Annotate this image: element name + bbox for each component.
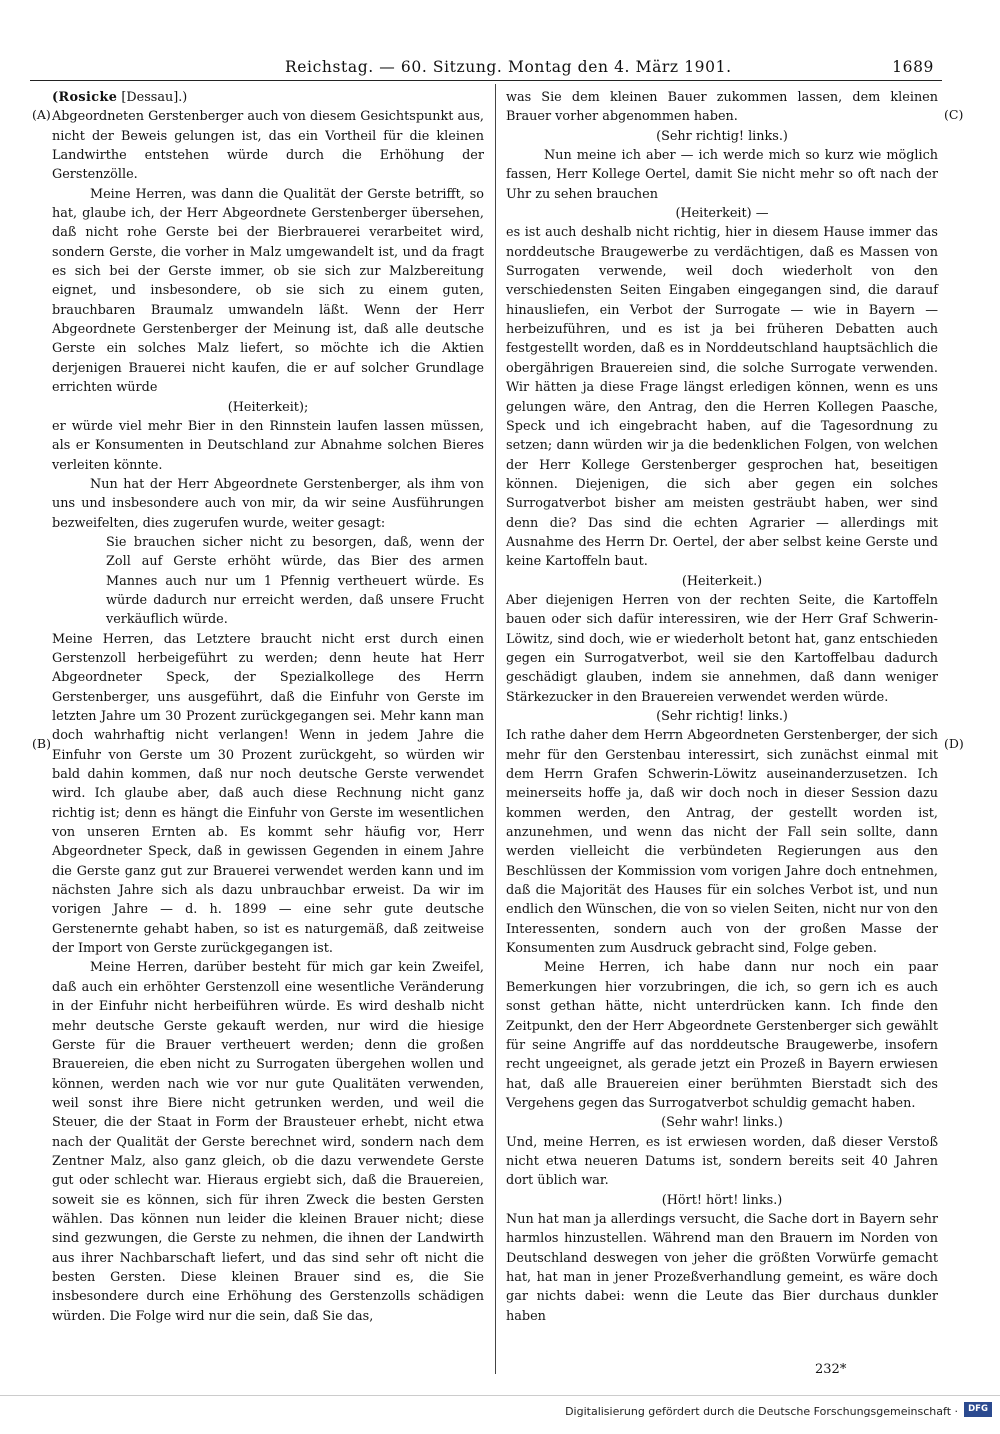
margin-marker-c: (C): [944, 107, 964, 122]
right-column: [506, 88, 938, 1326]
paragraph: Nun hat man ja allerdings versucht, die Sache dort in Bayern sehr harmlos hinzustellen. Während man den Brauern im Norden von Deutschland deswegen von jeher die größten Vorwürfe gemacht hat, hat man in jener Prozeßverhandlung gemeint, es wäre doch gar nichts dabei: wenn die Leute das Bier durchaus dunkler haben: [506, 1211, 938, 1324]
paragraph: was Sie dem kleinen Bauer zukommen lassen, dem kleinen Brauer vorher abgenommen haben.: [506, 90, 938, 125]
margin-marker-a: (A): [32, 107, 51, 122]
dfg-logo: DFG: [964, 1402, 992, 1417]
interjection: (Heiterkeit.): [681, 573, 763, 589]
header-rule: [30, 80, 942, 81]
page-header: [30, 56, 942, 82]
margin-marker-b: (B): [32, 736, 51, 751]
paragraph: Meine Herren, darüber besteht für mich gar kein Zweifel, daß auch ein erhöhter Gerstenzoll eine wesentliche Veränderung in der Einfuhr nicht herbeiführen würde. Es wird deshalb nicht mehr deutsche Gerste gekauft werden, nur wird die hiesige Gerste für die Brauer vertheuert werden; denn die großen Brauereien, die eben nicht zu Surrogaten übergehen wollen und können, werden nach wie vor nur gute Qualitäten verwenden, weil sonst ihre Biere nicht getrunken werden, und weil die Steuer, die der Staat in Form der Brausteuer erhebt, nicht etwa nach der Qualität der Gerste berechnet wird, sondern nach dem Zentner Malz, also ganz gleich, ob die dazu verwendete Gerste gut oder schlecht war. Hieraus ergiebt sich, daß die Brauereien, soweit sie es können, sich für ihren Zweck die besten Gersten wählen. Das können nun leider die kleinen Brauer nicht; diese sind gezwungen, die Gerste zu nehmen, die ihnen der Landwirth aus ihrer Nachbarschaft liefert, und das sind sehr oft nicht die besten Gersten. Diese kleinen Brauer sind es, die Sie insbesondere durch eine Erhöhung des Gerstenzolls schädigen würden. Die Folge wird nur die sein, daß Sie das,: [52, 960, 484, 1324]
interjection: (Sehr richtig! links.): [656, 709, 788, 724]
margin-marker-d: (D): [944, 736, 964, 751]
left-column: [52, 88, 484, 1326]
column-separator: [495, 84, 496, 1374]
interjection: (Sehr wahr! links.): [661, 1115, 783, 1131]
header-title: Reichstag. — 60. Sitzung. Montag den 4. März 1901.: [285, 58, 732, 76]
paragraph: Meine Herren, das Letztere braucht nicht erst durch einen Gerstenzoll herbeigeführt zu werden; denn heute hat Herr Abgeordneter Speck, der Spezialkollege des Herrn Gerstenberger, uns ausgeführt, daß die Einfuhr von Gerste im letzten Jahre um 30 Prozent zurückgegangen sei. Mehr kann man doch wahrhaftig nicht verlangen! Wenn in jedem Jahre die Einfuhr von Gerste um 30 Prozent zurückgeht, so würden wir bald dahin kommen, daß nur noch deutsche Gerste verwendet wird. Ich glaube aber, daß auch diese Rechnung nicht ganz richtig ist; denn es hängt die Einfuhr von Gerste im wesentlichen von unseren Ernten ab. Es kommt sehr häufig vor, Herr Abgeordneter Speck, daß in gewissen Gegenden in einem Jahre die Gerste ganz gut zur Brauerei verwendet werden kann und im nächsten Jahre sich als dazu unbrauchbar erweist. Da wir im vorigen Jahre — d. h. 1899 — eine sehr gute deutsche Gerstenernte gehabt haben, so ist es naturgemäß, daß zeitweise der Import von Gerste zurückgegangen ist.: [52, 631, 484, 957]
paragraph: Nun hat der Herr Abgeordnete Gerstenberger, als ihm von uns und insbesondere auch von mir, da wir seine Ausführungen bezweifelten, dies zugerufen wurde, weiter gesagt:: [52, 476, 484, 531]
speaker-name: (Rosicke: [52, 90, 118, 105]
paragraph: es ist auch deshalb nicht richtig, hier in diesem Hause immer das norddeutsche Braugewerbe zu verdächtigen, daß es Massen von Surrogaten verwende, weil doch wiederholt von den verschiedensten Seiten Eingaben eingegangen sind, die darauf hinausliefen, ein Verbot der Surrogate — wie in Bayern — herbeizuführen, und es ist ja bei früheren Debatten auch festgestellt worden, daß es in Norddeutschland hauptsächlich die obergährigen Brauereien sind, die solche Surrogate verwenden. Wir hätten ja diese Frage längst erledigen können, wenn es uns gelungen wäre, den Antrag, den die Herren Kollegen Paasche, Speck und ich eingebracht haben, auf die Tagesordnung zu setzen; dann würden wir ja die bedenklichen Folgen, von welchen der Herr Kollege Gerstenberger gesprochen hat, beseitigen können. Diejenigen, die sich aber gegen ein solches Surrogatverbot bisher am meisten gesträubt haben, wer sind denn die? Das sind die echten Agrarier — allerdings mit Ausnahme des Herrn Dr. Oertel, der aber selbst keine Gerste und keine Kartoffeln baut.: [506, 225, 938, 570]
interjection: (Heiterkeit);: [227, 399, 309, 415]
paragraph: Ich rathe daher dem Herrn Abgeordneten Gerstenberger, der sich mehr für den Gerstenbau interessirt, sich zunächst einmal mit dem Herrn Grafen Schwerin-Löwitz auseinanderzusetzen. Ich meinerseits hoffe ja, daß wir doch noch in dieser Session dazu kommen werden, den Antrag, der gestellt worden ist, anzunehmen, und wenn das nicht der Fall sein sollte, dann werden vielleicht die verbündeten Regierungen aus den Beschlüssen der Kommission vom vorigen Jahre doch entnehmen, daß die Majorität des Hauses für ein solches Verbot ist, und nun endlich den Wünschen, die von so vielen Seiten, nicht nur von den Interessenten, sondern auch von der großen Masse der Konsumenten zum Ausdruck gebracht sind, Folge geben.: [506, 728, 938, 957]
paragraph: Meine Herren, ich habe dann nur noch ein paar Bemerkungen hier vorzubringen, die ich, so gern ich es auch sonst gethan hätte, nicht unterdrücken kann. Ich finde den Zeitpunkt, den der Herr Abgeordnete Gerstenberger sich gewählt für seine Angriffe auf das norddeutsche Braugewerbe, insofern recht ungeeignet, als gerade jetzt ein Prozeß in Bayern erwiesen hat, daß alle Brauereien einer berühmten Bierstadt sich des Vergehens gegen das Surrogatverbot schuldig gemacht haben.: [506, 960, 938, 1111]
page-number: 1689: [892, 58, 934, 76]
speaker-line: [52, 88, 484, 107]
interjection: (Heiterkeit) —: [675, 206, 769, 222]
paragraph: Aber diejenigen Herren von der rechten Seite, die Kartoffeln bauen oder sich dafür interessiren, wie der Herr Graf Schwerin-Löwitz, sind doch, wie er wiederholt betont hat, ganz entschieden gegen ein Surrogatverbot, weil sie den Kartoffelbau dadurch geschädigt glauben, indem sie annehmen, daß dann weniger Stärkezucker in den Brauereien verwendet werden würde.: [506, 592, 938, 705]
page-mark: 232*: [815, 1362, 847, 1377]
footer-rule: [0, 1395, 1000, 1396]
interjection: (Sehr richtig! links.): [656, 128, 788, 144]
digitization-credit: Digitalisierung gefördert durch die Deutsche Forschungsgemeinschaft ·: [565, 1405, 958, 1418]
paragraph: Nun meine ich aber — ich werde mich so kurz wie möglich fassen, Herr Kollege Oertel, damit Sie nicht mehr so oft nach der Uhr zu sehen brauchen: [506, 148, 938, 202]
paragraph: er würde viel mehr Bier in den Rinnstein laufen lassen müssen, als er Konsumenten in Deutschland zur Abnahme solchen Bieres verleiten könnte.: [52, 418, 484, 473]
interjection: (Hört! hört! links.): [661, 1192, 783, 1208]
paragraph: Abgeordneten Gerstenberger auch von diesem Gesichtspunkt aus, nicht der Beweis gelungen ist, das ein Vortheil für die kleinen Landwirthe entstehen würde durch die Erhöhung der Gerstenzölle.: [52, 109, 484, 183]
paragraph: Meine Herren, was dann die Qualität der Gerste betrifft, so hat, glaube ich, der Herr Abgeordnete Gerstenberger übersehen, daß nicht rohe Gerste bei der Bierbrauerei verarbeitet wird, sondern Gerste, die vorher in Malz umgewandelt ist, und da fragt es sich bei der Gerste immer, ob sie sich zur Malzbereitung eignet, und insbesondere, ob sie sich zu einem guten, brauchbaren Braumalz umwandeln läßt. Wenn der Herr Abgeordnete Gerstenberger der Meinung ist, daß alle deutsche Gerste ein solches Malz liefert, so möchte ich die Aktien derjenigen Brauerei nicht kaufen, die er auf solcher Grundlage errichten würde: [52, 186, 484, 396]
quoted-passage: Sie brauchen sicher nicht zu besorgen, daß, wenn der Zoll auf Gerste erhöht würde, das Bier des armen Mannes auch nur um 1 Pfennig vertheuert würde. Es würde dadurch nur erreicht werden, daß unsere Frucht verkäuflich würde.: [106, 534, 484, 628]
paragraph: Und, meine Herren, es ist erwiesen worden, daß dieser Verstoß nicht etwa neueren Datums ist, sondern bereits seit 40 Jahren dort üblich war.: [506, 1134, 938, 1189]
speaker-place: [Dessau].): [117, 90, 188, 105]
